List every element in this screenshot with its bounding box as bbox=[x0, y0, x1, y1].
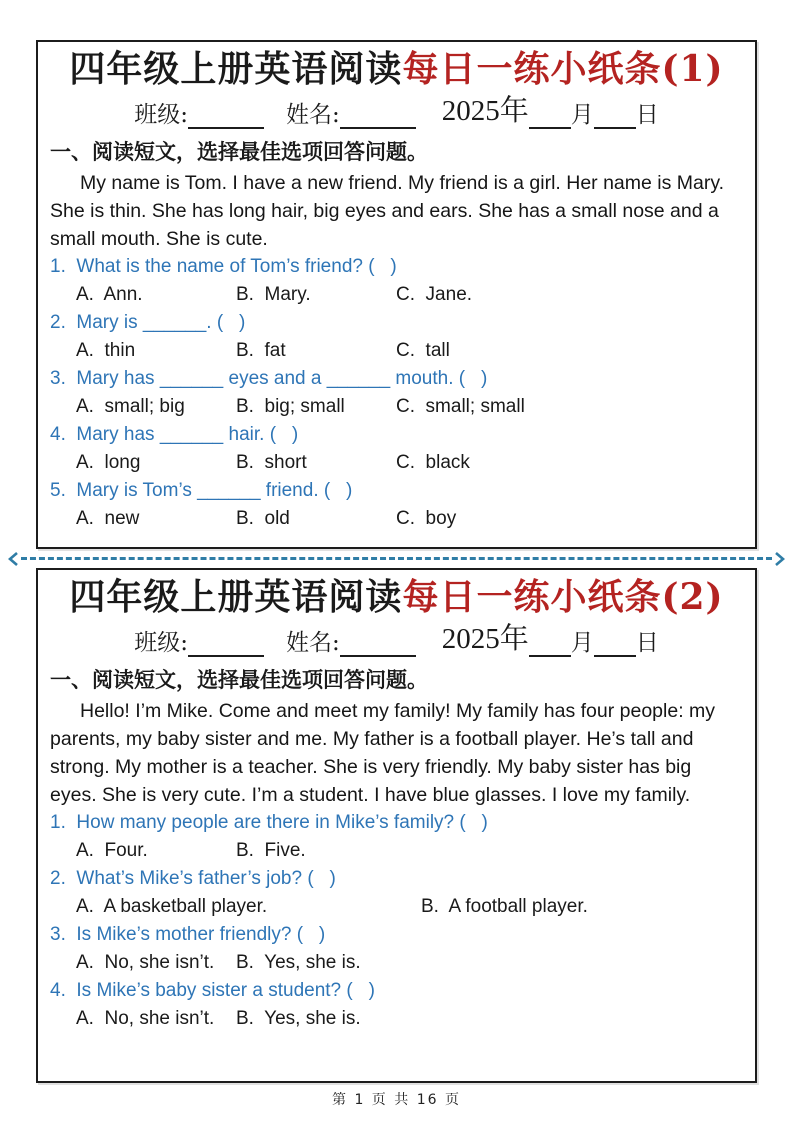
option-c: C. black bbox=[396, 452, 470, 473]
class-blank-line bbox=[188, 635, 264, 657]
option-a: A. A basketball player. bbox=[76, 896, 268, 917]
option-b: B. Mary. bbox=[236, 284, 311, 305]
option-c: C. Jane. bbox=[396, 284, 473, 305]
class-label: 班级: bbox=[134, 630, 188, 656]
option-b: B. Five. bbox=[236, 840, 306, 861]
option-c: C. tall bbox=[396, 340, 450, 361]
day-blank-line bbox=[594, 107, 636, 129]
question-2-options bbox=[50, 337, 743, 365]
section-instruction: 一、阅读短文，选择最佳选项回答问题。 bbox=[50, 140, 428, 164]
question-1: 1. What is the name of Tom’s friend? ( ) bbox=[50, 256, 397, 277]
option-a: A. Ann. bbox=[76, 284, 143, 305]
month-blank-line bbox=[529, 635, 571, 657]
page-cut-divider bbox=[6, 549, 787, 568]
worksheet-2 bbox=[36, 568, 757, 1083]
option-b: B. A football player. bbox=[421, 896, 588, 917]
worksheet-1-title bbox=[50, 46, 743, 92]
day-label: 日 bbox=[635, 102, 659, 128]
option-b: B. fat bbox=[236, 340, 286, 361]
month-label: 月 bbox=[570, 102, 594, 128]
right-arrow-icon bbox=[773, 550, 787, 568]
option-b: B. big; small bbox=[236, 396, 345, 417]
option-a: A. Four. bbox=[76, 840, 148, 861]
title-black-part: 四年级上册英语阅读 bbox=[69, 576, 403, 618]
month-label: 月 bbox=[570, 630, 594, 656]
year-label: 2025年 bbox=[441, 623, 529, 655]
question-2-options bbox=[50, 893, 743, 921]
question-2: 2. Mary is ______. ( ) bbox=[50, 312, 246, 333]
question-4: 4. Mary has ______ hair. ( ) bbox=[50, 424, 299, 445]
month-blank-line bbox=[529, 107, 571, 129]
class-blank-line bbox=[188, 107, 264, 129]
year-label: 2025年 bbox=[441, 95, 529, 127]
option-c: C. small; small bbox=[396, 396, 525, 417]
worksheet-2-header-fields bbox=[50, 621, 743, 657]
title-red-part: 每日一练小纸条(2) bbox=[402, 576, 724, 618]
question-5: 5. Mary is Tom’s ______ friend. ( ) bbox=[50, 480, 353, 501]
dashed-cut-line bbox=[21, 557, 772, 560]
section-instruction: 一、阅读短文，选择最佳选项回答问题。 bbox=[50, 668, 428, 692]
worksheet-2-title bbox=[50, 574, 743, 620]
name-label: 姓名: bbox=[285, 102, 340, 128]
option-a: A. No, she isn’t. bbox=[76, 952, 215, 973]
question-4-options bbox=[50, 1005, 743, 1033]
option-b: B. Yes, she is. bbox=[236, 952, 361, 973]
option-a: A. No, she isn’t. bbox=[76, 1008, 215, 1029]
option-a: A. long bbox=[76, 452, 141, 473]
name-blank-line bbox=[340, 107, 416, 129]
class-label: 班级: bbox=[134, 102, 188, 128]
option-a: A. small; big bbox=[76, 396, 185, 417]
left-arrow-icon bbox=[6, 550, 20, 568]
name-label: 姓名: bbox=[285, 630, 340, 656]
question-5-options bbox=[50, 505, 743, 533]
worksheet-1-header-fields bbox=[50, 93, 743, 129]
option-b: B. short bbox=[236, 452, 307, 473]
reading-passage: Hello! I’m Mike. Come and meet my family! My family has four people: my parents, my baby sister and me. My father is a football player. He’s tall and strong. My mother is a teacher. She is very friendly. My baby sister has big eyes. She is very cute. I’m a student. I have blue glasses. I love my family. bbox=[50, 700, 716, 806]
question-1-options bbox=[50, 281, 743, 309]
name-blank-line bbox=[340, 635, 416, 657]
option-b: B. old bbox=[236, 508, 290, 529]
question-3-options bbox=[50, 393, 743, 421]
question-4: 4. Is Mike’s baby sister a student? ( ) bbox=[50, 980, 375, 1001]
option-a: A. new bbox=[76, 508, 140, 529]
option-c: C. boy bbox=[396, 508, 457, 529]
question-2: 2. What’s Mike’s father’s job? ( ) bbox=[50, 868, 336, 889]
question-1: 1. How many people are there in Mike’s family? ( ) bbox=[50, 812, 488, 833]
option-b: B. Yes, she is. bbox=[236, 1008, 361, 1029]
question-3: 3. Is Mike’s mother friendly? ( ) bbox=[50, 924, 326, 945]
title-red-part: 每日一练小纸条(1) bbox=[402, 48, 724, 90]
day-blank-line bbox=[594, 635, 636, 657]
reading-passage: My name is Tom. I have a new friend. My friend is a girl. Her name is Mary. She is thin. She has long hair, big eyes and ears. She has a small nose and a small mouth. She is cute. bbox=[50, 172, 725, 250]
worksheet-1 bbox=[36, 40, 757, 549]
option-a: A. thin bbox=[76, 340, 136, 361]
page-number-footer: 第 1 页 共 16 页 bbox=[332, 1092, 461, 1108]
question-3: 3. Mary has ______ eyes and a ______ mouth. ( ) bbox=[50, 368, 488, 389]
title-black-part: 四年级上册英语阅读 bbox=[69, 48, 403, 90]
question-3-options bbox=[50, 949, 743, 977]
day-label: 日 bbox=[635, 630, 659, 656]
question-1-options bbox=[50, 837, 743, 865]
question-4-options bbox=[50, 449, 743, 477]
